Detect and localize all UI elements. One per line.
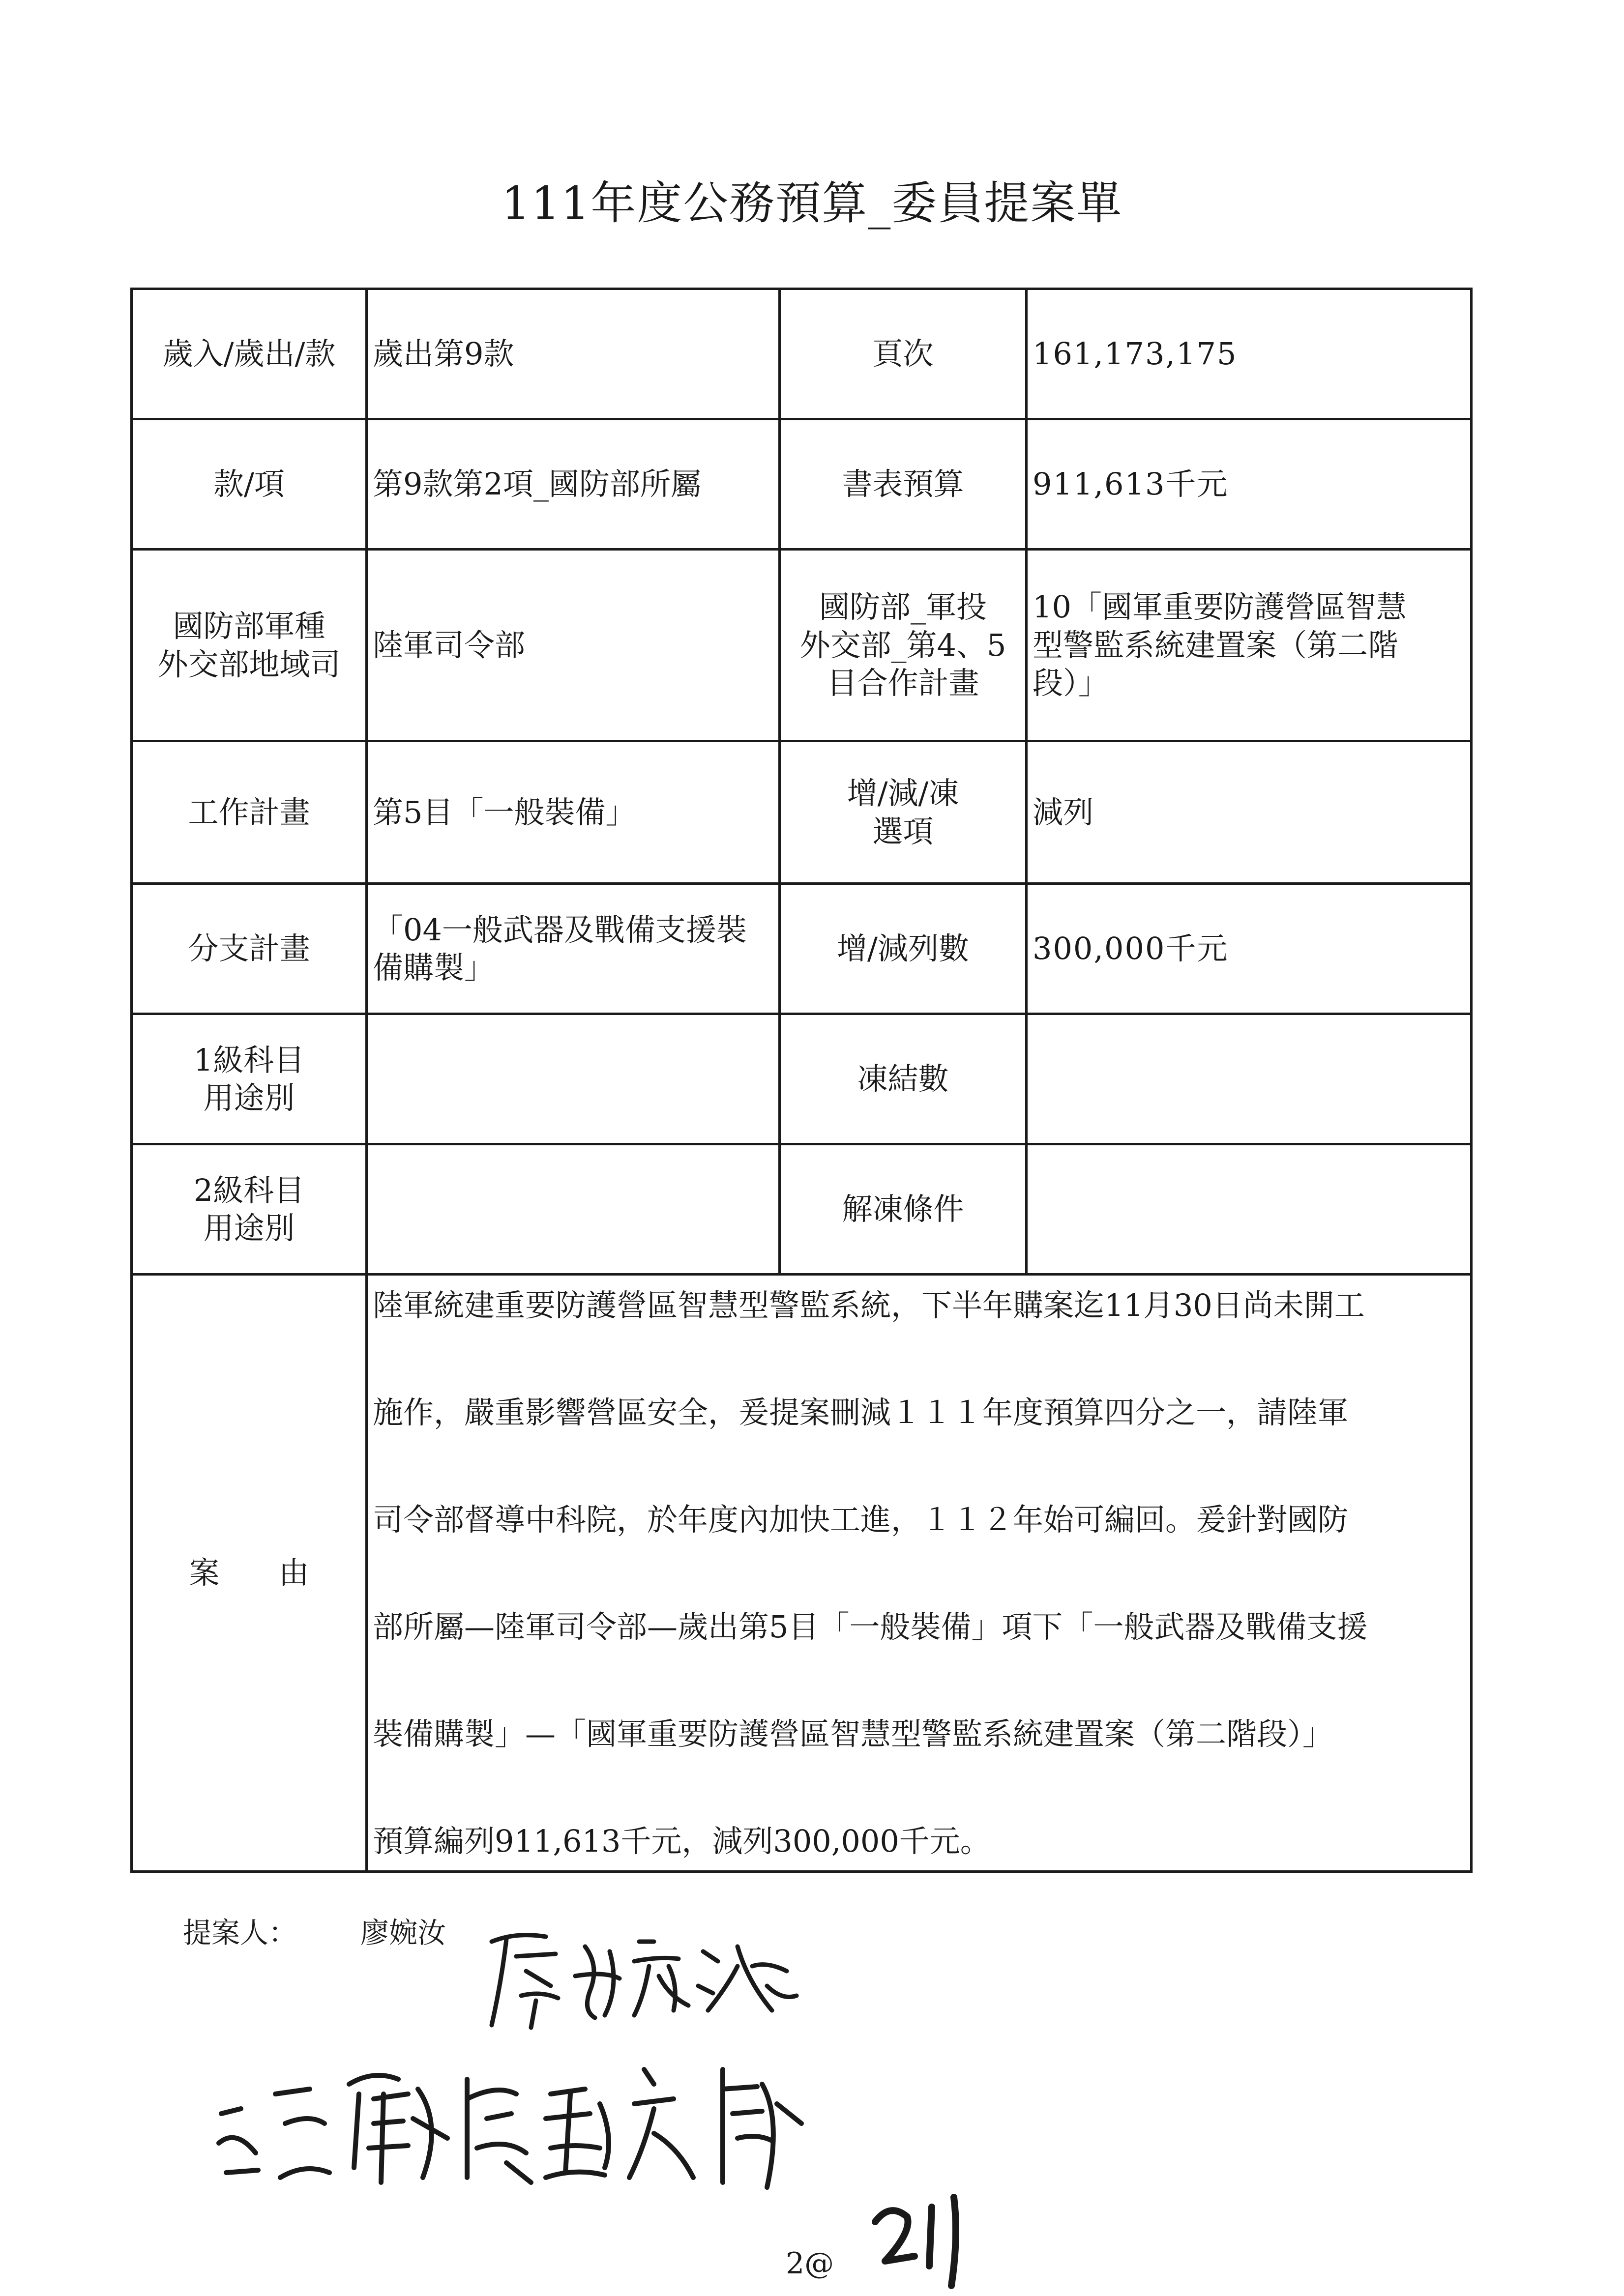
value-army-command: 陸軍司令部 [367,550,780,741]
label-level1-subject-line-1: 1級科目 [193,1042,305,1078]
form-row-section [132,289,1472,419]
value-frozen-amount [1027,1014,1472,1144]
value-cooperation-plan-line-3: 段）」 [1033,665,1109,701]
form-row-level2-subject [132,1144,1472,1275]
label-revenue-expense-section: 歲入/歲出/款 [132,289,367,419]
proposer-name: 廖婉汝 [360,1916,446,1949]
label-level1-subject [132,1014,367,1144]
label-reason-char-2: 由 [278,1555,309,1591]
handwritten-page-number [865,2178,978,2291]
reason-line-6: 預算編列911,613千元，減列300,000千元。 [373,1823,991,1859]
label-military-branch-line-1: 國防部軍種 [173,608,325,644]
label-adjust-option [780,741,1027,884]
form-row-reason [132,1275,1472,1872]
label-reason-char-1: 案 [189,1555,220,1591]
form-row-branch-plan [132,884,1472,1014]
label-page-numbers: 頁次 [780,289,1027,419]
value-branch-plan-line-2: 備購製」 [373,950,495,986]
value-level1-subject [367,1014,780,1144]
value-cooperation-plan [1027,550,1472,741]
value-reason [367,1275,1472,1872]
value-branch-plan [367,884,780,1014]
label-military-branch [132,550,367,741]
value-level2-subject [367,1144,780,1275]
signature-proposer [472,1912,826,2040]
value-section-item: 第9款第2項_國防部所屬 [367,419,780,550]
label-level2-subject-line-2: 用途別 [203,1210,295,1246]
value-adjust-option: 減列 [1027,741,1472,884]
form-row-item [132,419,1472,550]
label-level2-subject [132,1144,367,1275]
label-unfreeze-condition: 解凍條件 [780,1144,1027,1275]
page-number: 2@ [786,2246,834,2281]
label-adjust-option-line-2: 選項 [872,813,934,849]
reason-line-5: 裝備購製」—「國軍重要防護營區智慧型警監系統建置案（第二階段）」 [373,1716,1333,1752]
form-row-work-plan [132,741,1472,884]
value-cooperation-plan-line-2: 型警監系統建置案（第二階 [1033,627,1399,663]
label-reason [132,1275,367,1872]
proposer-label: 提案人： [183,1916,297,1949]
label-adjust-option-line-1: 增/減/凍 [847,775,959,811]
value-adjust-amount: 300,000千元 [1027,884,1472,1014]
value-cooperation-plan-line-1: 10「國軍重要防護營區智慧 [1033,589,1407,625]
label-cooperation-plan [780,550,1027,741]
reason-line-2: 施作，嚴重影響營區安全，爰提案刪減１１１年度預算四分之一，請陸軍 [373,1395,1349,1430]
value-statement-budget: 911,613千元 [1027,419,1472,550]
label-statement-budget: 書表預算 [780,419,1027,550]
label-level1-subject-line-2: 用途別 [203,1080,295,1116]
reason-line-3: 司令部督導中科院，於年度內加快工進，１１２年始可編回。爰針對國防 [373,1502,1349,1538]
label-work-plan: 工作計畫 [132,741,367,884]
value-page-numbers: 161,173,175 [1027,289,1472,419]
value-revenue-expense-section: 歲出第9款 [367,289,780,419]
reason-line-1: 陸軍統建重要防護營區智慧型警監系統，下半年購案迄11月30日尚未開工 [373,1287,1365,1323]
reason-line-4: 部所屬—陸軍司令部—歲出第5目「一般裝備」項下「一般武器及戰備支援 [373,1609,1368,1645]
proposal-form-table [130,288,1473,1873]
label-level2-subject-line-1: 2級科目 [193,1172,305,1208]
form-row-level1-subject [132,1014,1472,1144]
label-branch-plan: 分支計畫 [132,884,367,1014]
document-title: 111年度公務預算_委員提案單 [501,177,1123,230]
label-section-item: 款/項 [132,419,367,550]
label-cooperation-plan-line-3: 目合作計畫 [827,665,979,701]
value-unfreeze-condition [1027,1144,1472,1275]
label-military-branch-line-2: 外交部地域司 [157,646,341,682]
form-row-unit [132,550,1472,741]
label-cooperation-plan-line-2: 外交部_第4、5 [799,627,1006,663]
signature-cosigners [211,2040,851,2197]
value-work-plan: 第5目「一般裝備」 [367,741,780,884]
label-frozen-amount: 凍結數 [780,1014,1027,1144]
label-cooperation-plan-line-1: 國防部_軍投 [819,589,987,625]
value-branch-plan-line-1: 「04一般武器及戰備支援裝 [373,911,747,948]
label-adjust-amount: 增/減列數 [780,884,1027,1014]
